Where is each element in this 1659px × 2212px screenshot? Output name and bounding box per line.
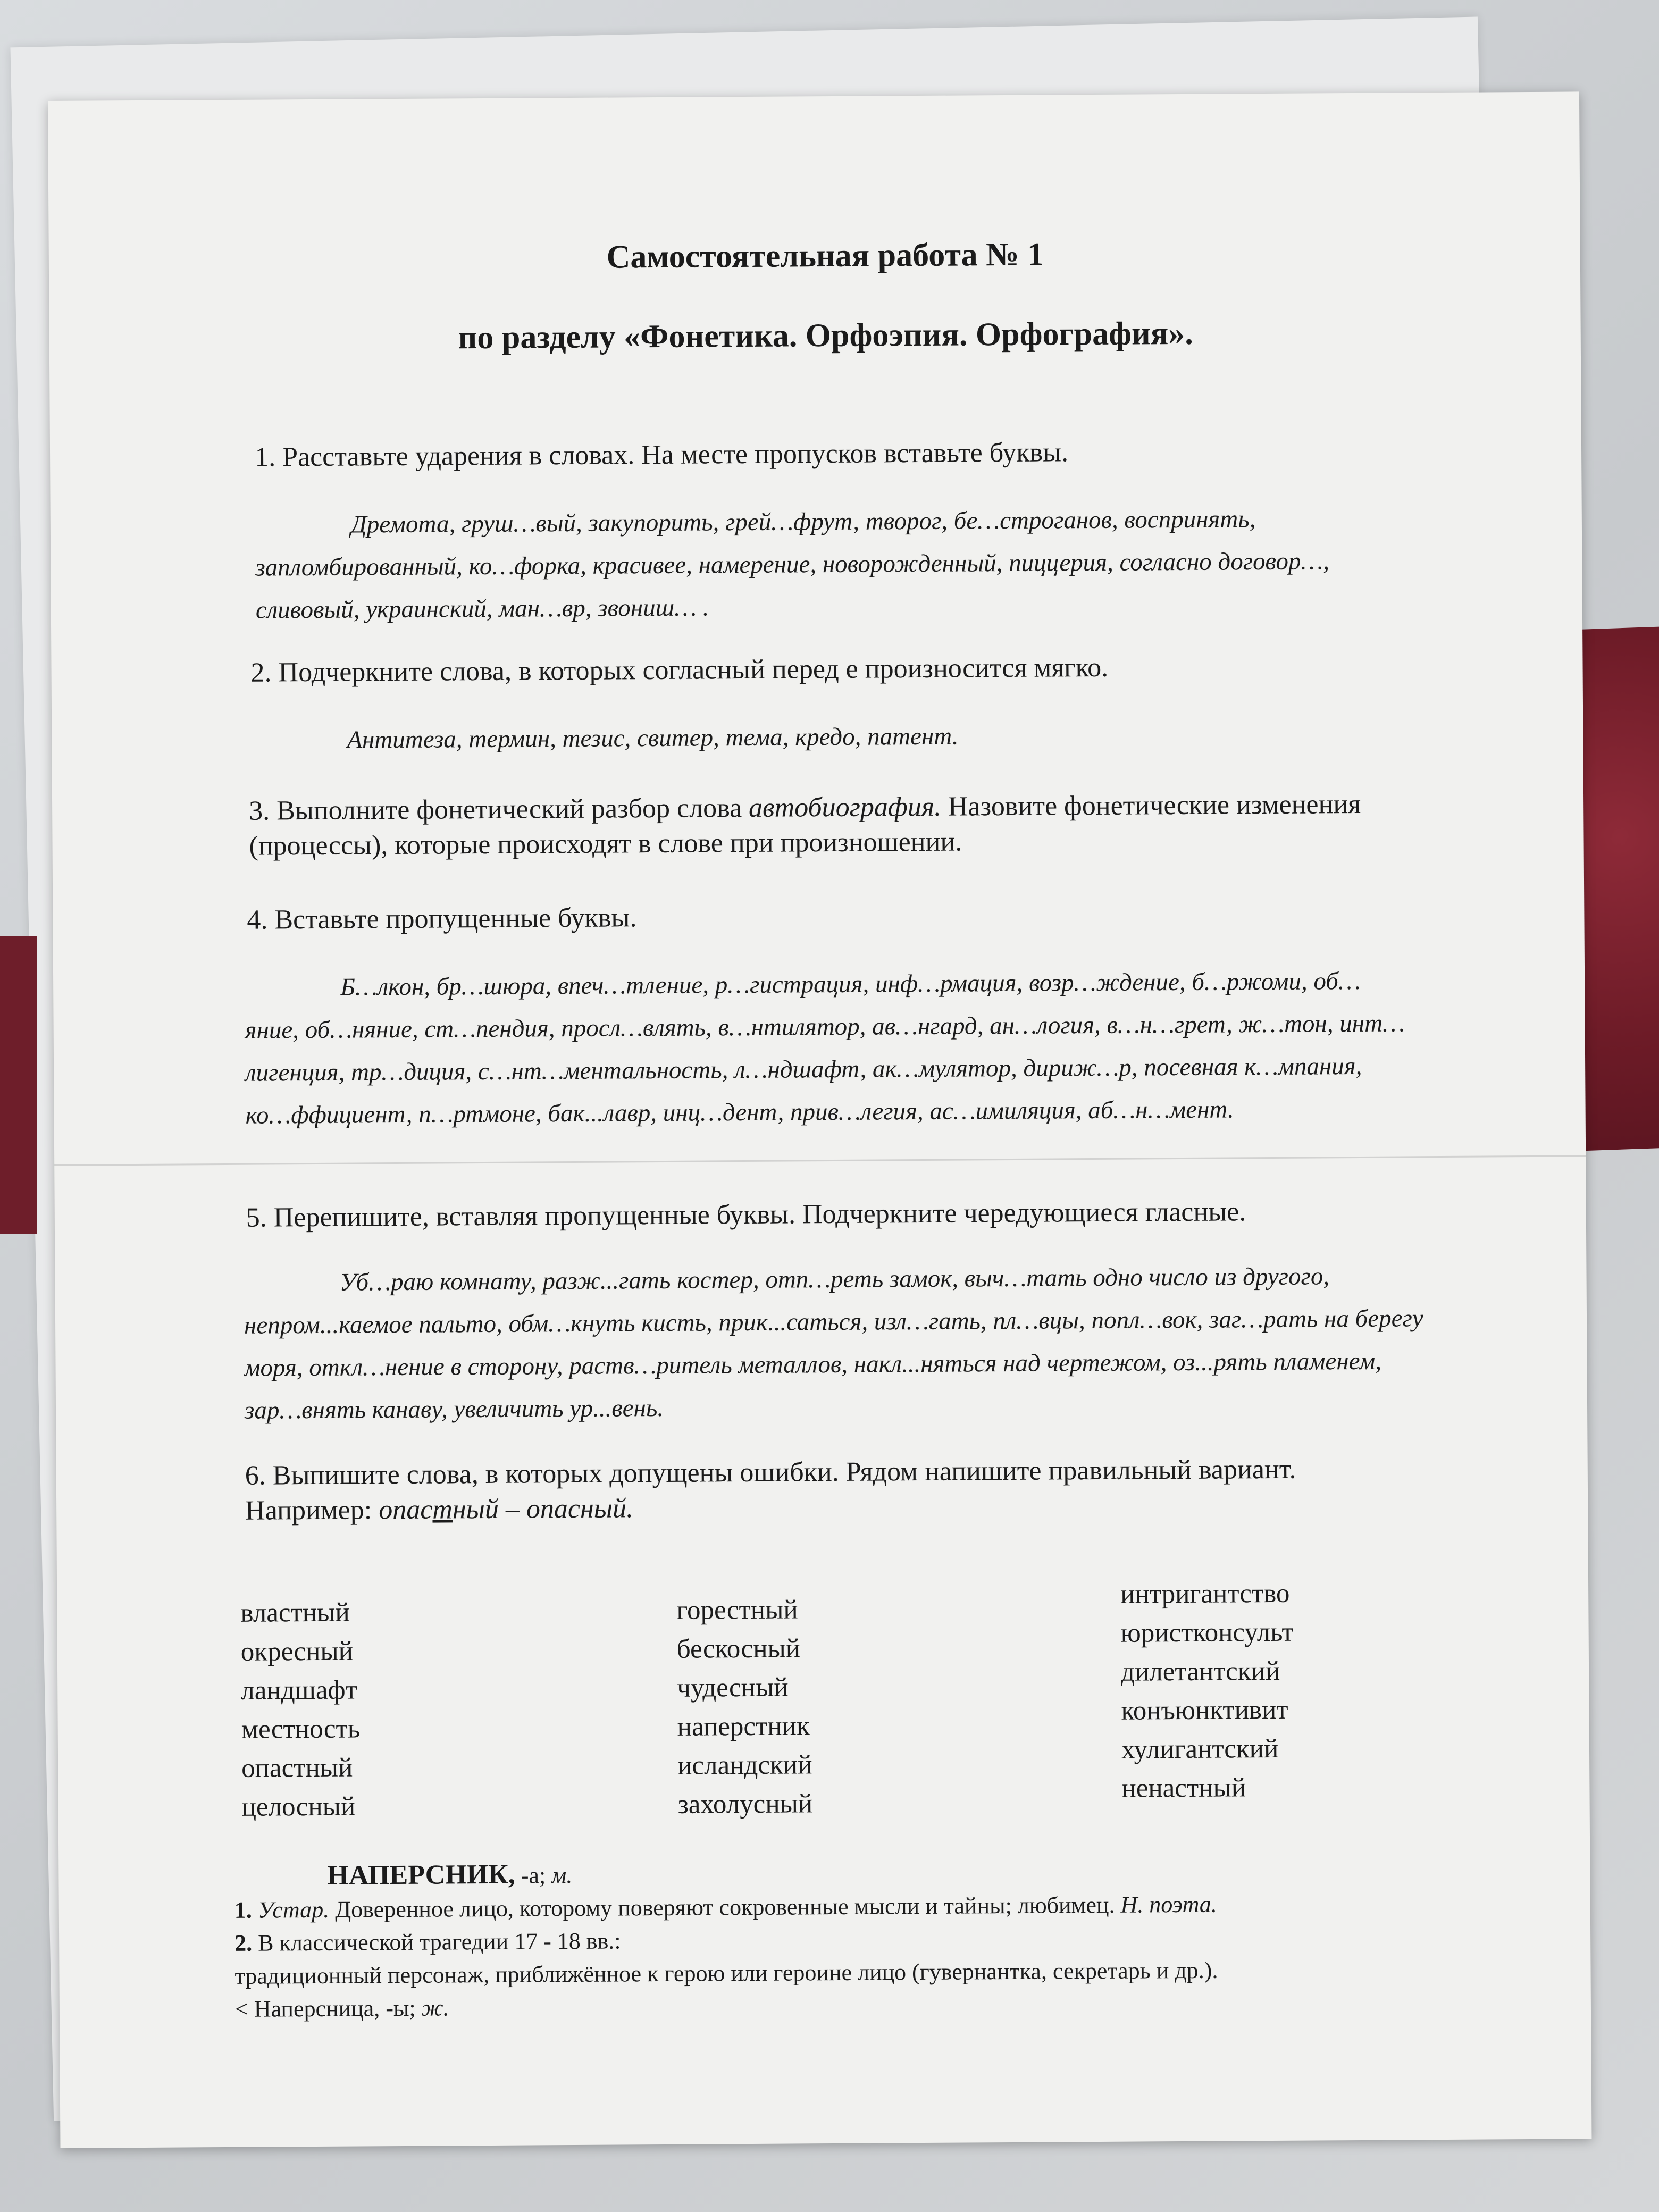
red-folder-edge bbox=[0, 936, 37, 1234]
worksheet-page bbox=[48, 91, 1591, 2148]
task-1-words: Дремота, груш…вый, закупорить, грей…фрут, творог, бе…строганов, воспринять, запломбированный, ко…форка, красивее, намерение, новорожденный, пиццерия, согласно договор…, сливовый, украинский, ман…вр, звониш… . bbox=[255, 505, 1330, 624]
word-item: целосный bbox=[241, 1791, 356, 1822]
word-item: захолусный bbox=[677, 1789, 813, 1820]
task-3-word: автобиография. bbox=[748, 791, 942, 823]
word-column-2 bbox=[676, 1590, 812, 1824]
task-1-instruction: 1. Расставьте ударения в словах. На месте пропусков вставьте буквы. bbox=[254, 437, 1069, 473]
word-item: опастный bbox=[241, 1753, 353, 1783]
worksheet-title: Самостоятельная работа № 1 bbox=[606, 236, 1044, 275]
word-item: местность bbox=[241, 1714, 361, 1745]
word-item: интригантство bbox=[1120, 1578, 1290, 1610]
task-3-instruction: 3. Выполните фонетический разбор слова автобиография. Назовите фонетические изменения (процессы), которые происходят в слове при произношении. bbox=[248, 789, 1361, 861]
task-4-words: Б…лкон, бр…шюра, впеч…тление, р…гистрация, инф…рмация, возр…ждение, б…ржоми, об…яние, об…няние, ст…пендия, просл…влять, в…нтилятор, ав…нгард, ан…логия, в…н…грет, ж…тон, инт…лигенция, тр…диция, с…нт…ментальность, л…ндшафт, ак…мулятор, дириж…р, посевная к…мпания, ко…ффициент, п…ртмоне, бак...лавр, инц…дент, прив…легия, ас…имиляция, аб…н…мент. bbox=[245, 967, 1405, 1129]
word-item: дилетантский bbox=[1120, 1656, 1280, 1687]
definition-headword: НАПЕРСНИК, bbox=[327, 1859, 515, 1891]
task-2-instruction: 2. Подчеркните слова, в которых согласный перед е произносится мягко. bbox=[250, 652, 1109, 688]
page-fold bbox=[54, 1155, 1586, 1166]
task-6-example: опастный – опасный. bbox=[379, 1493, 634, 1526]
word-item: наперстник bbox=[677, 1711, 810, 1742]
word-item: конъюнктивит bbox=[1121, 1695, 1288, 1726]
dictionary-definition: НАПЕРСНИК, -а; м. 1. Устар. Доверенное лицо, которому поверяют сокровенные мысли и тайны; любимец. Н. поэта. 2. В классической трагедии 17 - 18 вв.: традиционный персонаж, приближённое к герою или героине лицо (гувернантка, секретарь и др.). < Наперсница, -ы; ж. bbox=[234, 1852, 1511, 2026]
word-item: чудесный bbox=[677, 1672, 789, 1703]
word-column-3 bbox=[1120, 1574, 1295, 1808]
task-6-instruction: 6. Выпишите слова, в которых допущены ошибки. Рядом напишите правильный вариант. Например: опастный – опасный. bbox=[245, 1454, 1296, 1526]
definition-sense-2-text: традиционный персонаж, приближённое к герою или героине лицо (гувернантка, секретарь и др.). bbox=[234, 1957, 1218, 1989]
word-column-1 bbox=[240, 1593, 361, 1826]
word-item: хулигантский bbox=[1121, 1733, 1279, 1765]
word-item: властный bbox=[240, 1597, 350, 1628]
task-5-instruction: 5. Перепишите, вставляя пропущенные буквы. Подчеркните чередующиеся гласные. bbox=[246, 1196, 1246, 1233]
word-item: исландский bbox=[677, 1750, 812, 1781]
word-item: бескосный bbox=[676, 1633, 801, 1664]
task-5-words: Уб…раю комнату, разж...гать костер, отп…реть замок, выч…тать одно число из другого, непром...каемое пальто, обм…кнуть кисть, прик...саться, изл…гать, пл…вцы, попл…вок, заг…рать на берегу моря, откл…нение в сторону, раств…ритель металлов, накл...няться над чертежом, оз...рять пламенем, зар…внять канаву, увеличить ур...вень. bbox=[244, 1262, 1423, 1425]
word-item: юристконсульт bbox=[1120, 1617, 1294, 1648]
word-item: ненастный bbox=[1121, 1773, 1246, 1804]
worksheet-subtitle: по разделу «Фонетика. Орфоэпия. Орфография». bbox=[458, 315, 1193, 356]
word-item: окресный bbox=[240, 1636, 354, 1667]
word-item: ландшафт bbox=[241, 1675, 358, 1706]
word-item: горестный bbox=[676, 1595, 798, 1626]
task-4-instruction: 4. Вставьте пропущенные буквы. bbox=[247, 902, 637, 935]
task-2-words: Антитеза, термин, тезис, свитер, тема, кредо, патент. bbox=[347, 722, 959, 754]
